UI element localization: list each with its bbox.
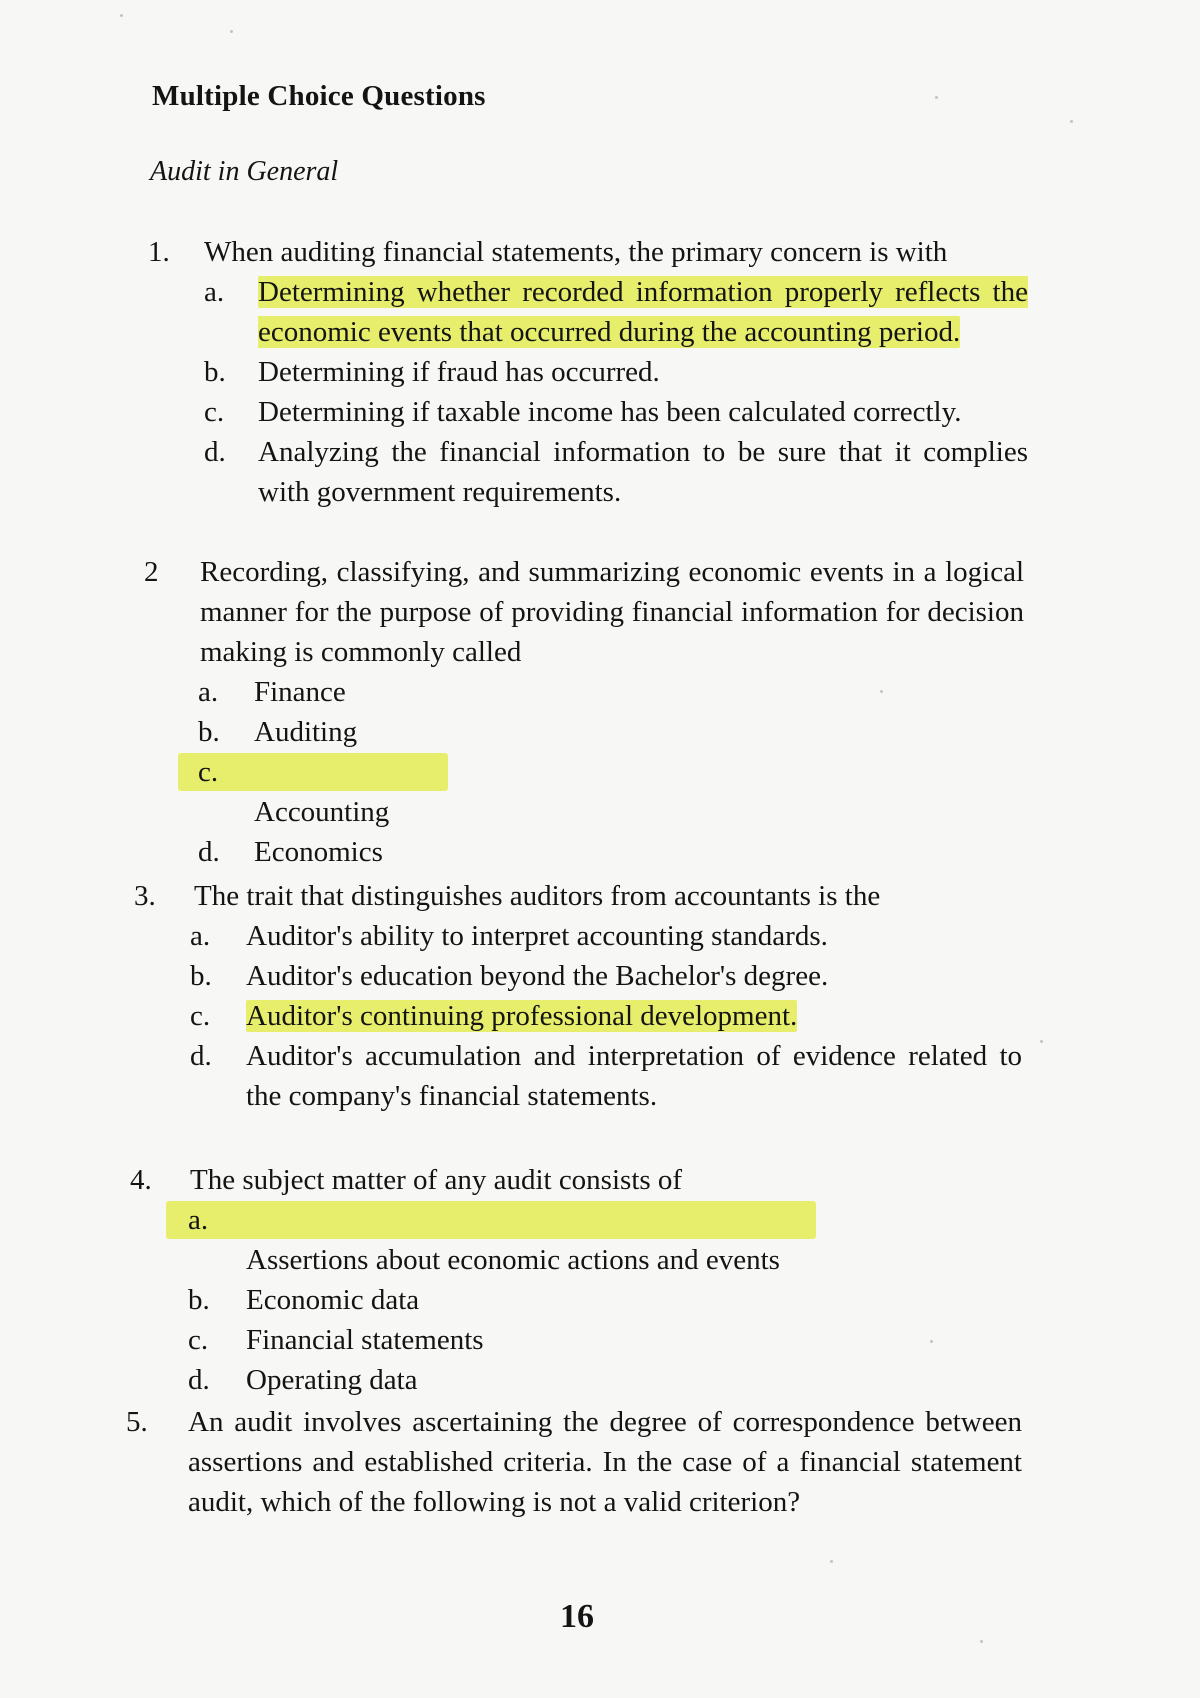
- question-5: [126, 1402, 1022, 1522]
- question-text: An audit involves ascertaining the degree of correspondence between assertions and established criteria. In the case of a financial statement audit, which of the following is not a valid criterion?: [188, 1406, 1022, 1518]
- option-b: [188, 1280, 1010, 1320]
- scan-speck: [935, 96, 938, 99]
- option-letter: b.: [204, 356, 226, 388]
- option-letter: b.: [198, 716, 220, 748]
- question-number: 4.: [130, 1164, 152, 1196]
- question-number: 5.: [126, 1406, 148, 1438]
- option-text: Economic data: [246, 1284, 420, 1316]
- question-number: 1.: [148, 236, 170, 268]
- option-text: Determining if taxable income has been calculated correctly.: [258, 396, 962, 428]
- option-d: [188, 1360, 1010, 1400]
- highlighted-answer: Auditor's continuing professional development.: [246, 1000, 798, 1032]
- scan-speck: [1070, 120, 1073, 123]
- option-a: [190, 916, 1022, 956]
- highlighted-answer: Determining whether recorded information properly reflects the economic events that occurred during the accounting period.: [258, 276, 1028, 348]
- option-letter: c.: [204, 396, 225, 428]
- option-letter: a.: [198, 676, 219, 708]
- section-title: Audit in General: [150, 156, 339, 187]
- option-letter: b.: [188, 1284, 210, 1316]
- scan-speck: [980, 1640, 983, 1643]
- option-letter: a.: [204, 276, 225, 308]
- scan-speck: [830, 1560, 833, 1563]
- option-text: [258, 272, 1028, 352]
- option-letter: b.: [190, 960, 212, 992]
- option-letter: d.: [198, 836, 220, 868]
- option-a: [198, 672, 1024, 712]
- question-text: When auditing financial statements, the primary concern is with: [204, 236, 948, 268]
- option-list: [198, 672, 1024, 872]
- option-b: [190, 956, 1022, 996]
- option-text: Auditor's ability to interpret accounting standards.: [246, 920, 828, 952]
- option-letter: d.: [188, 1364, 210, 1396]
- option-letter: c.: [190, 1000, 211, 1032]
- scan-speck: [230, 30, 233, 33]
- option-text: Auditor's accumulation and interpretation of evidence related to the company's financial statements.: [246, 1040, 1022, 1112]
- option-text: Auditing: [254, 716, 358, 748]
- page-heading: Multiple Choice Questions: [152, 80, 486, 112]
- question-3: [134, 876, 1022, 1116]
- option-c: [198, 752, 1024, 832]
- option-letter: c.: [188, 1324, 209, 1356]
- option-text: [246, 996, 1022, 1036]
- option-a: [204, 272, 1028, 352]
- option-text: Finance: [254, 676, 346, 708]
- option-letter: d.: [190, 1040, 212, 1072]
- option-list: [190, 916, 1022, 1116]
- option-c: [204, 392, 1028, 432]
- highlight-mark: [166, 1201, 816, 1239]
- option-letter: d.: [204, 436, 226, 468]
- option-text: Economics: [254, 836, 383, 868]
- scan-speck: [1040, 1040, 1043, 1043]
- option-c: [190, 996, 1022, 1036]
- question-number: 2: [144, 556, 159, 588]
- question-text: The trait that distinguishes auditors from accountants is the: [194, 880, 881, 912]
- option-text: Accounting: [254, 796, 390, 828]
- question-1: [148, 232, 1028, 512]
- option-letter: a.: [190, 920, 211, 952]
- option-text: Auditor's education beyond the Bachelor's degree.: [246, 960, 829, 992]
- option-d: [198, 832, 1024, 872]
- question-2: [144, 552, 1024, 872]
- question-text: Recording, classifying, and summarizing economic events in a logical manner for the purpose of providing financial information for decision making is commonly called: [200, 556, 1024, 668]
- highlight-mark: [178, 753, 448, 791]
- option-text: Analyzing the financial information to be sure that it complies with government requirements.: [258, 436, 1028, 508]
- option-b: [198, 712, 1024, 752]
- question-4: [130, 1160, 1010, 1400]
- question-number: 3.: [134, 880, 156, 912]
- option-c: [188, 1320, 1010, 1360]
- option-letter: a.: [188, 1204, 209, 1236]
- option-text: Determining if fraud has occurred.: [258, 356, 660, 388]
- option-text: Financial statements: [246, 1324, 484, 1356]
- option-text: Assertions about economic actions and events: [246, 1244, 780, 1276]
- question-text: The subject matter of any audit consists of: [190, 1164, 683, 1196]
- option-a: [188, 1200, 1010, 1280]
- option-letter: c.: [198, 756, 219, 788]
- option-d: [190, 1036, 1022, 1116]
- option-list: [204, 272, 1028, 512]
- scan-speck: [120, 14, 123, 17]
- page-number: 16: [560, 1598, 594, 1635]
- option-text: Operating data: [246, 1364, 418, 1396]
- option-b: [204, 352, 1028, 392]
- option-d: [204, 432, 1028, 512]
- option-list: [188, 1200, 1010, 1400]
